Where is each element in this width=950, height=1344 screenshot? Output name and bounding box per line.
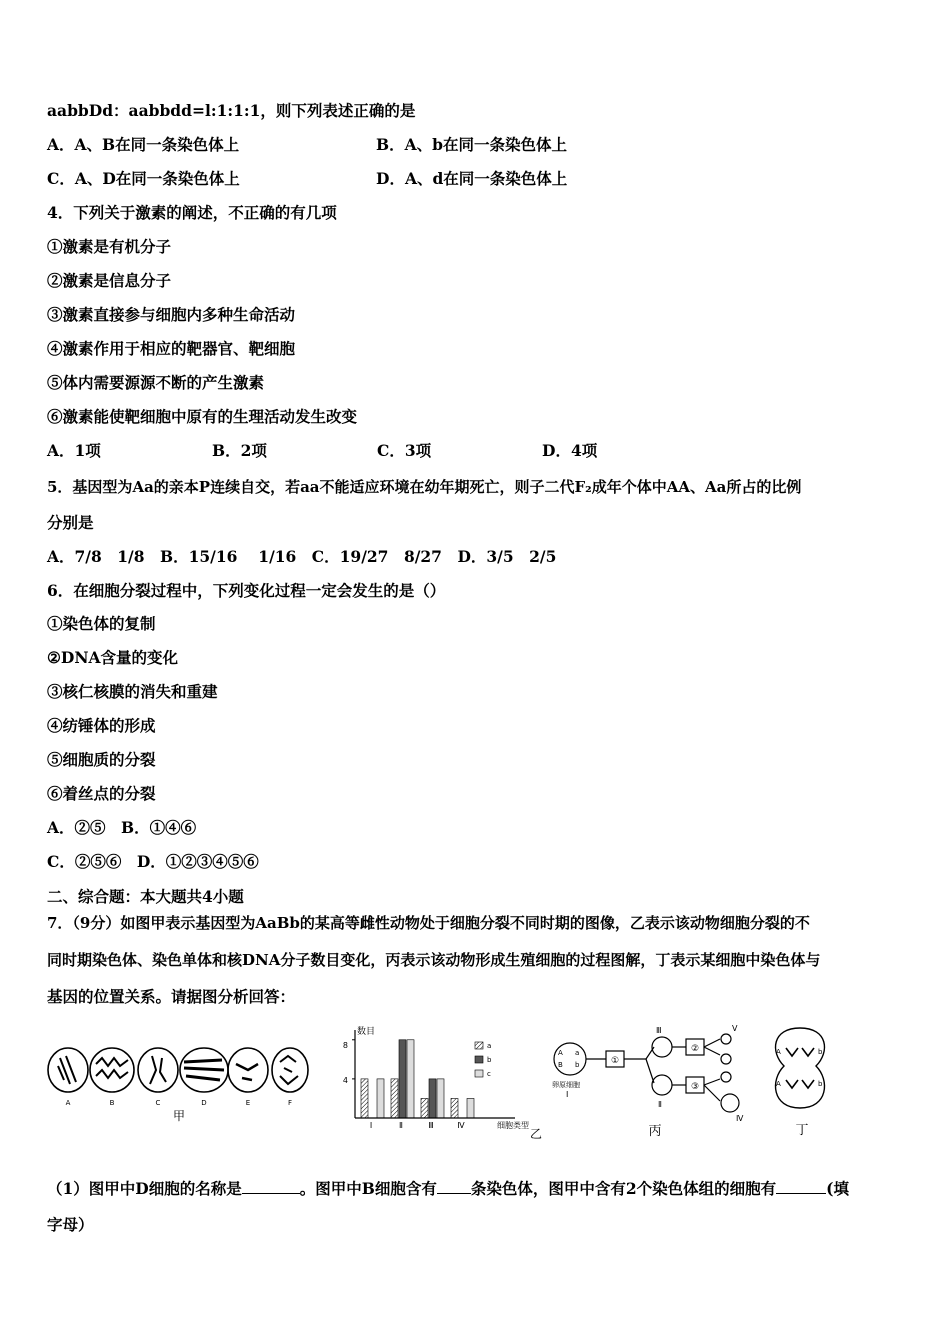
figure-yi-chart (335, 1020, 545, 1145)
origin-label: 卵原细胞 (552, 1081, 580, 1089)
polar-body (721, 1072, 731, 1082)
legend-label: b (487, 1056, 492, 1064)
legend-label: a (487, 1042, 492, 1050)
q6-stem: 6．在细胞分裂过程中，下列变化过程一定会发生的是（） (47, 581, 446, 600)
stage-label: Ⅴ (732, 1025, 738, 1033)
legend-label: c (487, 1070, 491, 1078)
q4-item: ③激素直接参与细胞内多种生命活动 (47, 305, 296, 324)
q5-stem-line2: 分别是 (47, 513, 94, 532)
egg-cell (721, 1094, 739, 1112)
bar-c-3 (437, 1079, 444, 1118)
figure-jia-caption: 甲 (172, 1109, 186, 1123)
y-tick-label: 4 (342, 1076, 348, 1085)
step-mark: ③ (690, 1082, 700, 1092)
q3-option-b: B．A、b在同一条染色体上 (376, 135, 567, 154)
x-axis-label: 细胞类型 (497, 1121, 529, 1130)
q6-item: ②DNA含量的变化 (47, 648, 179, 667)
q4-item: ④激素作用于相应的靶器官、靶细胞 (47, 339, 296, 358)
figure-bing (550, 1025, 772, 1140)
dividing-cell (776, 1028, 825, 1108)
bar-a-4 (451, 1098, 458, 1118)
polar-body (721, 1034, 731, 1044)
oogonium-cell (554, 1043, 586, 1075)
polar-body (721, 1054, 731, 1064)
q4-item: ②激素是信息分子 (47, 271, 172, 290)
cell-iii (652, 1037, 672, 1057)
q6-options-line1: A．②⑤ B．①④⑥ (47, 818, 197, 837)
stage-label: Ⅰ (566, 1090, 569, 1099)
q4-option-a: A．1项 (47, 441, 101, 460)
gene-label: A (558, 1049, 563, 1057)
stage-label: Ⅲ (656, 1026, 662, 1035)
q7-sub1-line2: 字母） (47, 1215, 94, 1234)
cell-c (138, 1048, 178, 1092)
gene-label: b (575, 1061, 580, 1069)
q5-options: A．7/8 1/8 B．15/16 1/16 C．19/27 8/27 D．3/5 2/5 (47, 547, 557, 566)
q4-item: ①激素是有机分子 (47, 237, 172, 256)
figure-jia (44, 1040, 309, 1125)
q6-item: ⑥着丝点的分裂 (47, 784, 156, 803)
q7-sub1-text: 条染色体，图甲中含有2个染色体组的细胞有 (470, 1179, 777, 1198)
cell-label: E (245, 1099, 251, 1107)
q7-stem-line2: 同时期染色体、染色单体和核DNA分子数目变化，丙表示该动物形成生殖细胞的过程图解，丁表示某细胞中染色体与 (47, 951, 821, 969)
step-mark: ② (690, 1044, 700, 1054)
cell-label: C (155, 1099, 161, 1107)
answer-blank-chromosome-count[interactable] (437, 1179, 471, 1194)
x-tick-label: Ⅳ (457, 1121, 465, 1130)
q3-stem-tail: aabbDd：aabbdd=l:1:1:1，则下列表述正确的是 (47, 101, 416, 120)
section-heading: 二、综合题：本大题共4小题 (47, 887, 244, 906)
stage-label: Ⅱ (658, 1100, 662, 1109)
gene-label: A (776, 1048, 781, 1056)
x-tick-label: Ⅰ (369, 1121, 373, 1130)
bar-c-1 (377, 1079, 384, 1118)
figure-bing-caption: 丙 (648, 1124, 662, 1139)
figure-yi-caption: 乙 (530, 1127, 543, 1141)
q6-options-line2: C．②⑤⑥ D．①②③④⑤⑥ (47, 852, 259, 871)
gene-label: A (776, 1080, 781, 1088)
q4-stem: 4．下列关于激素的阐述，不正确的有几项 (47, 203, 337, 222)
q3-option-a: A．A、B在同一条染色体上 (47, 135, 240, 154)
q4-item: ⑤体内需要源源不断的产生激素 (47, 373, 265, 392)
q7-sub1-text: （1）图甲中D细胞的名称是 (47, 1179, 242, 1198)
q7-stem-line3: 基因的位置关系。请据图分析回答： (47, 987, 296, 1006)
step-mark: ① (610, 1056, 620, 1066)
q4-option-b: B．2项 (212, 441, 267, 460)
cell-label: B (109, 1099, 115, 1107)
cell-label: D (201, 1099, 207, 1107)
q7-sub1-text: 。图甲中B细胞含有 (299, 1179, 437, 1198)
x-tick-label: Ⅱ (399, 1121, 403, 1130)
q7-stem-line1: 7．（9分）如图甲表示基因型为AaBb的某高等雌性动物处于细胞分裂不同时期的图像，乙表示该动物细胞分裂的不 (47, 914, 810, 932)
q4-item: ⑥激素能使靶细胞中原有的生理活动发生改变 (47, 407, 358, 426)
bar-a-1 (361, 1079, 368, 1118)
answer-blank-cell-name[interactable] (242, 1179, 300, 1194)
bar-a-3 (421, 1098, 428, 1118)
legend-swatch-a (475, 1042, 483, 1049)
q5-stem-line1: 5．基因型为Aa的亲本P连续自交，若aa不能适应环境在幼年期死亡，则子二代F₂成年个体中AA、Aa所占的比例 (47, 478, 802, 496)
cell-label: F (287, 1099, 293, 1107)
q7-sub1-line1 (47, 1179, 849, 1199)
figure-ding-caption: 丁 (795, 1123, 809, 1138)
bar-c-4 (467, 1098, 474, 1118)
cell-label: A (65, 1099, 71, 1107)
q7-sub1-text: (填 (826, 1179, 849, 1198)
q6-item: ⑤细胞质的分裂 (47, 750, 156, 769)
q3-option-d: D．A、d在同一条染色体上 (376, 169, 568, 188)
q6-item: ④纺锤体的形成 (47, 716, 156, 735)
q6-item: ①染色体的复制 (47, 614, 156, 633)
legend-swatch-c (475, 1070, 483, 1077)
cell-ii (652, 1075, 672, 1095)
gene-label: a (575, 1049, 580, 1057)
bar-c-2 (407, 1040, 414, 1118)
q4-option-d: D．4项 (542, 441, 598, 460)
bar-b-3 (429, 1079, 436, 1118)
legend (475, 1042, 492, 1078)
cell-b (90, 1048, 134, 1092)
gene-label: b (818, 1048, 823, 1056)
legend-swatch-b (475, 1056, 483, 1063)
gene-label: B (558, 1061, 563, 1069)
figure-ding (768, 1022, 832, 1142)
answer-blank-cells[interactable] (776, 1179, 826, 1194)
q6-item: ③核仁核膜的消失和重建 (47, 682, 218, 701)
gene-label: b (818, 1080, 823, 1088)
bar-a-2 (391, 1079, 398, 1118)
bar-b-2 (399, 1040, 406, 1118)
stage-label: Ⅳ (736, 1114, 744, 1123)
x-tick-label: Ⅲ (428, 1121, 434, 1130)
cell-a (48, 1048, 88, 1092)
y-axis-label: 数目 (357, 1027, 376, 1037)
q4-option-c: C．3项 (377, 441, 432, 460)
q3-option-c: C．A、D在同一条染色体上 (47, 169, 240, 188)
y-tick-label: 8 (342, 1041, 348, 1050)
